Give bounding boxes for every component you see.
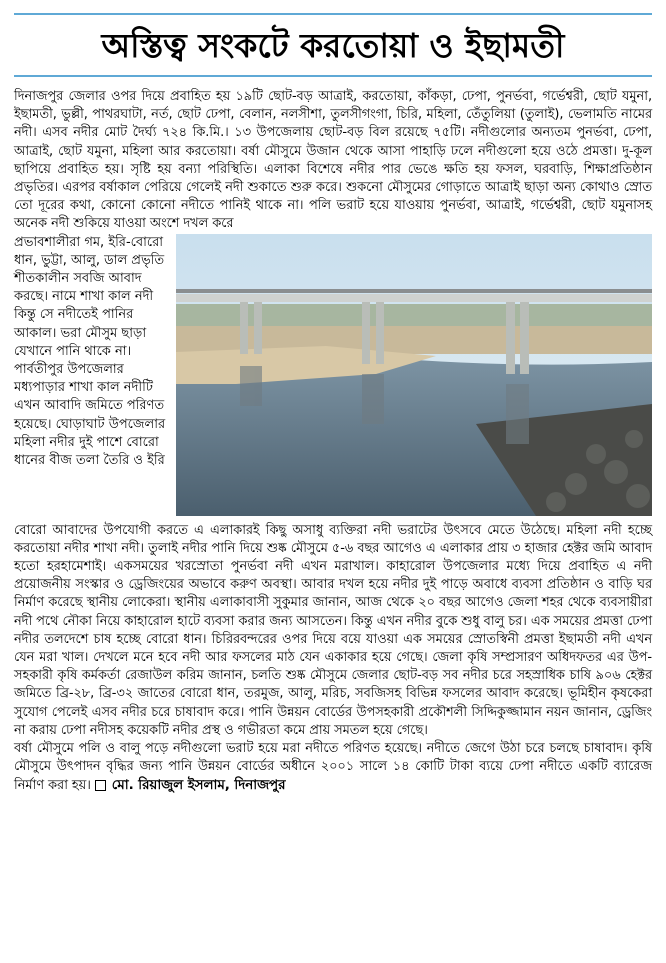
byline-square-icon [95,780,106,791]
byline [95,777,286,793]
headline-bottom-rule [14,75,652,77]
article-paragraph-last-text: বর্ষা মৌসুমে পলি ও বালু পড়ে নদীগুলো ভরাট হয়ে মরা নদীতে পরিণত হয়েছে। নদীতে জেগে উঠা চরে চলছে চাষাবাদ। কৃষি মৌসুমে উৎপাদন বৃদ্ধির জন্য পানি উন্নয়ন বোর্ডের অধীনে ২০০১ সালে ১৪ কোটি টাকা ব্যয়ে ঢেপা নদীতে একটি ব্যারেজ নির্মাণ করা হয়। [14,741,652,794]
headline-top-rule [14,13,652,15]
article-paragraph-last [14,740,652,796]
article-headline: অস্তিত্ব সংকটে করতোয়া ও ইছামতী [101,26,565,65]
column-with-photo [14,234,652,522]
article-paragraph-intro: দিনাজপুর জেলার ওপর দিয়ে প্রবাহিত হয় ১৯টি ছোট-বড় আত্রাই, করতোয়া, কাঁকড়া, ঢেপা, পুনর্ভবা, গর্ভেশ্বরী, ছোট যমুনা, ইছামতী, ভুল্লী, পাথরঘাটা, নর্ত, ছোট ঢেপা, বেলান, নলসীশা, তুলসীগংগা, চিরি, মহিলা, তেঁতুলিয়া (তুলাই), ভেলামতি নামের নদী। এসব নদীর মোট দৈর্ঘ্য ৭২৪ কি.মি.। ১৩ উপজেলায় ছোট-বড় বিল রয়েছে ৭৫টি। নদীগুলোর অন্যতম পুনর্ভবা, ঢেপা, আত্রাই, ছোট যমুনা, মহিলা আর করতোয়া। বর্ষা মৌসুমে উজান থেকে আসা পাহাড়ি ঢলে নদীগুলো হয়ে ওঠে প্রমত্তা। দু-কূল ছাপিয়ে প্রবাহিত হয়। সৃষ্টি হয় বন্যা পরিস্থিতি। এলাকা বিশেষে নদীর পার ভেঙে ক্ষতি হয় ফসল, ঘরবাড়ি, শিক্ষাপ্রতিষ্ঠান প্রভৃতির। এরপর বর্ষাকাল পেরিয়ে গেলেই নদী শুকাতে শুরু করে। শুকনো মৌসুমের গোড়াতে আত্রাই ছাড়া অন্য কোথাও স্রোত তো দূরের কথা, কোনো কোনো নদীতে পানিই থাকে না। পলি ভরাট হয়ে যাওয়ায় পুনর্ভবা, আত্রাই, গর্ভেশ্বরী, ছোট যমুনাসহ অনেক নদী শুকিয়ে যাওয়া অংশে দখল করে [14,89,652,232]
side-column-text: প্রভাবশালীরা গম, ইরি-বোরো ধান, ভুট্টা, আলু, ডাল প্রভৃতি শীতকালীন সবজি আবাদ করছে। নামে শাখা কাল নদী কিন্তু সে নদীতেই পানির আকাল। ভরা মৌসুম ছাড়া যেখানে পানি থাকে না। পার্বতীপুর উপজেলার মধ্যপাড়ার শাখা কাল নদীটি এখন আবাদি জমিতে পরিণত হয়েছে। ঘোড়াঘাট উপজেলার মহিলা নদীর দুই পাশে বোরো ধানের বীজ তলা তৈরি ও ইরি [14,234,166,469]
article-paragraph-main: বোরো আবাদের উপযোগী করতে এ এলাকারই কিছু অসাধু ব্যক্তিরা নদী ভরাটের উৎসবে মেতে উঠেছে। মহিলা নদী হচ্ছে করতোয়া নদীর শাখা নদী। তুলাই নদীর পানি দিয়ে শুষ্ক মৌসুমে ৫-৬ বছর আগেও এ এলাকার প্রায় ৩ হাজার হেক্টর জমি আবাদ হতো হরহামেশাই। একসময়ের খরস্রোতা পুনর্ভবা নদী এখন মরাখাল। কাহারোল উপজেলার মধ্যে দিয়ে প্রবাহিত এ নদী প্রয়োজনীয় সংস্কার ও ড্রেজিংয়ের অভাবে করুণ অবস্থা। আবার দখল হয়ে নদীর দুই পাড়ে অবাধে ব্যবসা প্রতিষ্ঠান ও বাড়ি ঘর নির্মাণ করেছে স্থানীয় লোকেরা। স্থানীয় এলাকাবাসী সুকুমার জানান, আজ থেকে ২০ বছর আগেও জেলা শহর থেকে ব্যবসায়ীরা নদী পথে নৌকা নিয়ে কাহারোল হাটে ব্যবসা করার জন্য আসতেন। কিন্তু এখন নদীর বুকে শুধু বালু চর। এক সময়ের প্রমত্তা ঢেপা নদীর তলদেশে চাষ হচ্ছে বোরো ধান। চিরিরবন্দরের ওপর দিয়ে বয়ে যাওয়া এক সময়ের স্রোতস্বিনী প্রমত্তা ইছামতী নদী এখন যেন মরা খাল। দেখলে মনে হবে নদী আর ফসলের মাঠ যেন একাকার হয়ে গেছে। জেলা কৃষি সম্প্রসারণ অধিদফতর এর উপ-সহকারী কৃষি কর্মকর্তা রেজাউল করিম জানান, চলতি শুষ্ক মৌসুমে জেলার ছোট-বড় সব নদীর চরে সহস্রাধিক চাষি ৯০৬ হেক্টর জমিতে ব্রি-২৮, ব্রি-৩২ জাতের বোরো ধান, তরমুজ, আলু, মরিচ, সবজিসহ বিভিন্ন ফসলের আবাদ করেছে। ভূমিহীন কৃষকেরা সুযোগ পেলেই এসব নদীর চরে চাষাবাদ করে। পানি উন্নয়ন বোর্ডের উপসহকারী প্রকৌশলী সিদ্দিকুজ্জামান নয়ন জানান, ড্রেজিং না করায় ঢেপা নদীসহ কয়েকটি নদীর প্রস্থ ও গভীরতা কমে প্রায় সমতল হয়ে গেছে। [14,522,652,738]
article-body [14,88,652,796]
byline-author: মো. রিয়াজুল ইসলাম, দিনাজপুর [111,777,286,794]
river-bridge-photo [176,234,652,516]
